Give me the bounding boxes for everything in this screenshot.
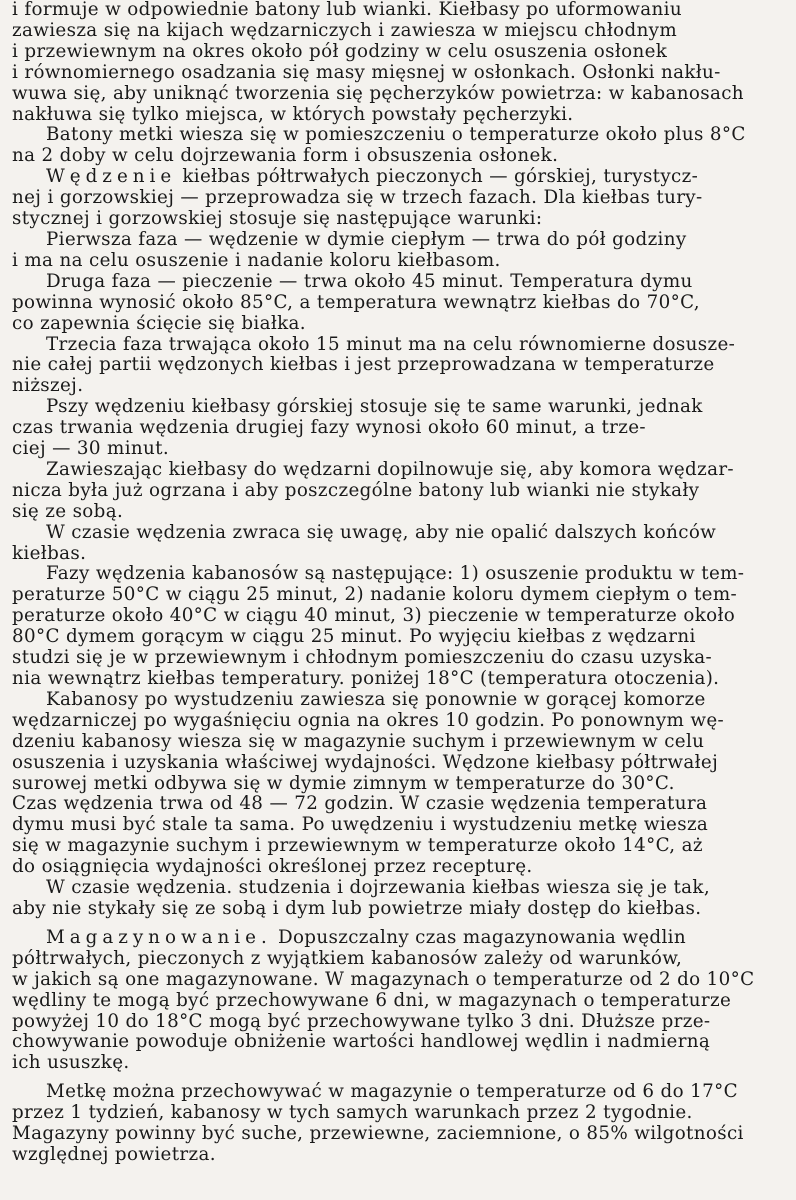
text-line: się ze sobą. (12, 501, 124, 522)
text-line: Czas wędzenia trwa od 48 — 72 godzin. W czasie wędzenia temperatura (12, 794, 708, 815)
section-heading-storage: Magazynowanie. (46, 927, 272, 948)
paragraph-10 (12, 564, 792, 689)
text-line: stycznej i gorzowskiej stosuje się następujące warunki: (12, 209, 543, 230)
text-line: Zawieszając kiełbasy do wędzarni dopilnowuje się, aby komora wędzar- (46, 459, 734, 480)
text-line: ich ususzkę. (12, 1053, 130, 1074)
text-line: względnej powietrza. (12, 1144, 216, 1165)
paragraph-2 (12, 125, 792, 167)
text-line: do osiągnięcia wydajności określonej przez recepturę. (12, 857, 533, 878)
text-line: studzi się je w przewiewnym i chłodnym pomieszczeniu do czasu uzyska- (12, 648, 713, 669)
text-line: i równomiernego osadzania się masy mięsnej w osłonkach. Osłonki nakłu- (12, 62, 721, 83)
text-line: dzeniu kabanosy wiesza się w magazynie suchym i przewiewnym w celu (12, 731, 705, 752)
text-line: wuwa się, aby uniknąć tworzenia się pęcherzyków powietrza: w kabanosach (12, 83, 744, 104)
text-line: Metkę można przechowywać w magazynie o temperaturze od 6 do 17°C (46, 1082, 738, 1103)
paragraph-1 (12, 0, 792, 125)
text-line: wędliny te mogą być przechowywane 6 dni, w magazynach o temperaturze (12, 990, 732, 1011)
text-line: się w magazynie suchym i przewiewnym w temperaturze około 14°C, aż (12, 836, 703, 857)
text-line: peraturze 50°C w ciągu 25 minut, 2) nadanie koloru dymem ciepłym o tem- (12, 585, 738, 606)
text-line: dymu musi być stale ta sama. Po uwędzeniu i wystudzeniu metkę wiesza (12, 815, 709, 836)
text-line: nia wewnątrz kiełbas temperatury. poniżej 18°C (temperatura otoczenia). (12, 669, 720, 689)
text-line: Trzecia faza trwająca około 15 minut ma na celu równomierne dosusze- (46, 334, 736, 355)
text-line: Batony metki wiesza się w pomieszczeniu o temperaturze około plus 8°C (46, 125, 746, 146)
text-line: co zapewnia ścięcie się białka. (12, 313, 306, 334)
text-line: osuszenia i uzyskania właściwej wydajności. Wędzone kiełbasy półtrwałej (12, 752, 719, 773)
paragraph-9 (12, 523, 792, 565)
paragraph-6 (12, 335, 792, 398)
text-line: nakłuwa się tylko miejsca, w których powstały pęcherzyki. (12, 104, 574, 125)
text-line: i formuje w odpowiednie batony lub wianki. Kiełbasy po uformowaniu (12, 0, 682, 20)
text-line: Magazyny powinny być suche, przewiewne, zaciemnione, o 85% wilgotności (12, 1124, 744, 1145)
paragraph-13 (12, 928, 792, 1074)
text-line: W czasie wędzenia. studzenia i dojrzewania kiełbas wiesza się je tak, (46, 878, 711, 899)
text-line: niższej. (12, 376, 84, 397)
text-line: przez 1 tydzień, kabanosy w tych samych warunkach przez 2 tygodnie. (12, 1103, 693, 1124)
text-line: zawiesza się na kijach wędzarniczych i zawiesza w miejscu chłodnym (12, 20, 678, 41)
text-line: i ma na celu osuszenie i nadanie koloru kiełbasom. (12, 250, 501, 271)
text-line: ciej — 30 minut. (12, 439, 170, 460)
text-line: Pierwsza faza — wędzenie w dymie ciepłym — trwa do pół godziny (46, 229, 687, 250)
text-line: Wędzenie kiełbas półtrwałych pieczonych — górskiej, turystycz- (46, 167, 699, 188)
paragraph-12 (12, 878, 792, 920)
paragraph-5 (12, 272, 792, 335)
text-line: czas trwania wędzenia drugiej fazy wynosi około 60 minut, a trze- (12, 418, 646, 439)
text-line: W czasie wędzenia zwraca się uwagę, aby nie opalić dalszych końców (46, 522, 717, 543)
text-line: Druga faza — pieczenie — trwa około 45 minut. Temperatura dymu (46, 271, 693, 292)
text-line: nie całej partii wędzonych kiełbas i jest przeprowadzana w temperaturze (12, 355, 715, 376)
text-line: kiełbas. (12, 543, 87, 564)
text-line: półtrwałych, pieczonych z wyjątkiem kabanosów zależy od warunków, (12, 948, 683, 969)
text-line: w jakich są one magazynowane. W magazynach o temperaturze od 2 do 10°C (12, 969, 755, 990)
text-line: wędzarniczej po wygaśnięciu ognia na okres 10 godzin. Po ponownym wę- (12, 710, 725, 731)
paragraph-8 (12, 460, 792, 523)
section-heading-smoking: Wędzenie (46, 167, 177, 188)
text-line: nej i gorzowskiej — przeprowadza się w trzech fazach. Dla kiełbas tury- (12, 188, 703, 209)
paragraph-3 (12, 167, 792, 230)
paragraph-14 (12, 1082, 792, 1166)
text-line: surowej metki odbywa się w dymie zimnym w temperaturze do 30°C. (12, 773, 675, 794)
text-line: Pszy wędzeniu kiełbasy górskiej stosuje się te same warunki, jednak (46, 397, 703, 418)
text-line: peraturze około 40°C w ciągu 40 minut, 3) pieczenie w temperaturze około (12, 606, 736, 627)
text-line: na 2 doby w celu dojrzewania form i obsuszenia osłonek. (12, 146, 559, 167)
text-line: nicza była już ogrzana i aby poszczególne batony lub wianki nie stykały (12, 480, 700, 501)
text-line: powinna wynosić około 85°C, a temperatura wewnątrz kiełbas do 70°C, (12, 292, 700, 313)
paragraph-11 (12, 690, 792, 878)
text-line: aby nie stykały się ze sobą i dym lub powietrze miały dostęp do kiełbas. (12, 898, 702, 919)
paragraph-7 (12, 397, 792, 460)
text-line: 80°C dymem gorącym w ciągu 25 minut. Po wyjęciu kiełbas z wędzarni (12, 627, 696, 648)
text-line: Kabanosy po wystudzeniu zawiesza się ponownie w gorącej komorze (46, 689, 706, 710)
text-line: Magazynowanie. Dopuszczalny czas magazynowania wędlin (46, 927, 686, 948)
text-line: i przewiewnym na okres około pół godziny w celu osuszenia osłonek (12, 41, 668, 62)
paragraph-4 (12, 230, 792, 272)
text-line: Fazy wędzenia kabanosów są następujące: 1) osuszenie produktu w tem- (46, 564, 745, 585)
text-line: powyżej 10 do 18°C mogą być przechowywane tylko 3 dni. Dłuższe prze- (12, 1011, 711, 1032)
text-line: chowywanie powoduje obniżenie wartości handlowej wędlin i nadmierną (12, 1032, 711, 1053)
